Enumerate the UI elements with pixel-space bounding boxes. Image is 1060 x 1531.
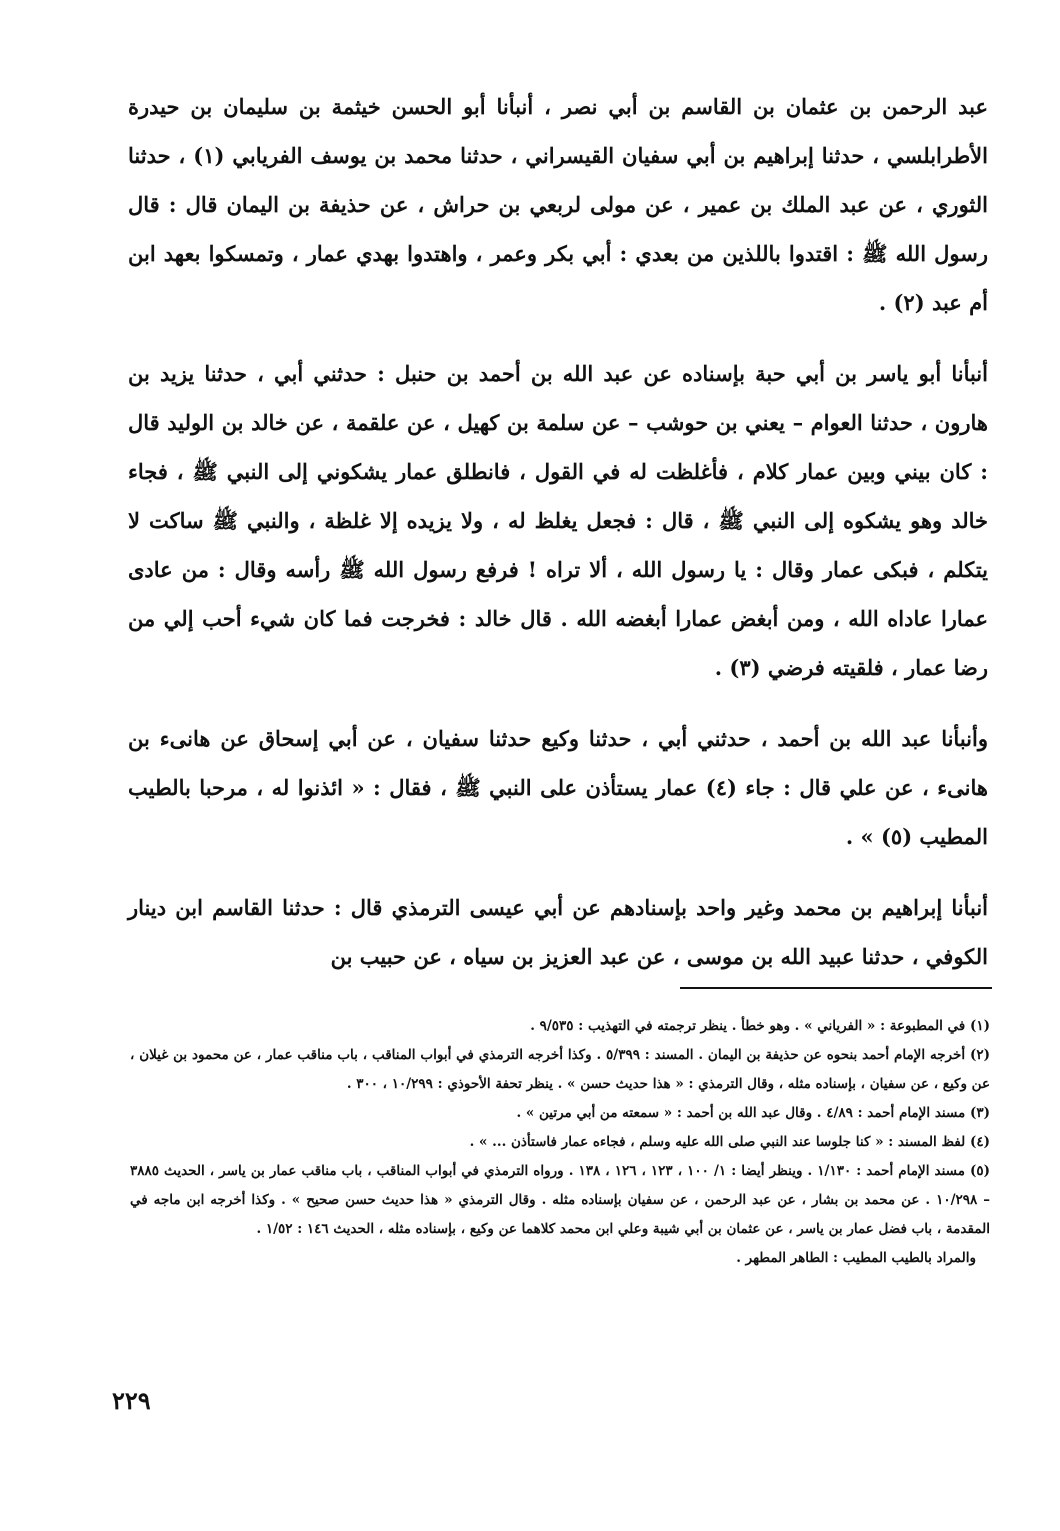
footnote-3: (٣) مسند الإمام أحمد : ٤/٨٩ . وقال عبد الله بن أحمد : « سمعته من أبي مرتين » . xyxy=(516,1105,990,1121)
body-paragraph-1: عبد الرحمن بن عثمان بن القاسم بن أبي نصر ، أنبأنا أبو الحسن خيثمة بن سليمان بن حيدرة الأطرابلسي ، حدثنا إبراهيم بن أبي سفيان القيسراني ، حدثنا محمد بن يوسف الفريابي (١) ، حدثنا الثوري ، عن عبد الملك بن عمير ، عن مولى لربعي بن حراش ، عن حذيفة بن اليمان قال : قال رسول الله ﷺ : اقتدوا باللذين من بعدي : أبي بكر وعمر ، واهتدوا بهدي عمار ، وتمسكوا بعهد ابن أم عبد (٢) . xyxy=(128,94,988,315)
footnote-1: (١) في المطبوعة : « الفرياني » . وهو خطأ . ينظر ترجمته في التهذيب : ٩/٥٣٥ . xyxy=(530,1018,990,1034)
footnote-5: (٥) مسند الإمام أحمد : ١/١٣٠ . وينظر أيضا : ١/ ١٠٠ ، ١٢٣ ، ١٢٦ ، ١٣٨ . ورواه الترمذي في أبواب المناقب ، باب مناقب عمار بن ياسر ، الحديث ٣٨٨٥ – ١٠/٢٩٨ . عن محمد بن بشار ، عن عبد الرحمن ، عن سفيان بإسناده مثله . وقال الترمذي « هذا حديث حسن صحيح » . وكذا أخرجه ابن ماجه في المقدمة ، باب فضل عمار بن ياسر ، عن عثمان بن أبي شيبة وعلي ابن محمد كلاهما عن وكيع ، بإسناده مثله ، الحديث ١٤٦ : ١/٥٢ . xyxy=(130,1163,991,1237)
footnotes xyxy=(130,1012,990,1273)
footnote-4: (٤) لفظ المسند : « كنا جلوسا عند النبي صلى الله عليه وسلم ، فجاءه عمار فاستأذن ... » . xyxy=(469,1134,990,1150)
body-paragraph-4: أنبأنا إبراهيم بن محمد وغير واحد بإسنادهم عن أبي عيسى الترمذي قال : حدثنا القاسم ابن دينار الكوفي ، حدثنا عبيد الله بن موسى ، عن عبد العزيز بن سياه ، عن حبيب بن xyxy=(128,895,988,969)
page-number: ٢٢٩ xyxy=(112,1386,151,1415)
body-paragraph-2: أنبأنا أبو ياسر بن أبي حبة بإسناده عن عبد الله بن أحمد بن حنبل : حدثني أبي ، حدثنا يزيد بن هارون ، حدثنا العوام – يعني بن حوشب – عن سلمة بن كهيل ، عن علقمة ، عن خالد بن الوليد قال : كان بيني وبين عمار كلام ، فأغلظت له في القول ، فانطلق عمار يشكوني إلى النبي ﷺ ، فجاء خالد وهو يشكوه إلى النبي ﷺ ، قال : فجعل يغلظ له ، ولا يزيده إلا غلظة ، والنبي ﷺ ساكت لا يتكلم ، فبكى عمار وقال : يا رسول الله ، ألا تراه ! فرفع رسول الله ﷺ رأسه وقال : من عادى عمارا عاداه الله ، ومن أبغض عمارا أبغضه الله . قال خالد : فخرجت فما كان شيء أحب إلي من رضا عمار ، فلقيته فرضي (٣) . xyxy=(128,361,988,680)
footnote-note: والمراد بالطيب المطيب : الطاهر المطهر . xyxy=(736,1250,976,1266)
footnote-2: (٢) أخرجه الإمام أحمد بنحوه عن حذيفة بن اليمان . المسند : ٥/٣٩٩ . وكذا أخرجه الترمذي في أبواب المناقب ، باب مناقب عمار ، عن محمود بن غيلان ، عن وكيع ، عن سفيان ، بإسناده مثله ، وقال الترمذي : « هذا حديث حسن » . ينظر تحفة الأحوذي : ١٠/٢٩٩ ، ٣٠٠ . xyxy=(130,1047,990,1092)
body-paragraph-3: وأنبأنا عبد الله بن أحمد ، حدثني أبي ، حدثنا وكيع حدثنا سفيان ، عن أبي إسحاق عن هانىء بن هانىء ، عن علي قال : جاء (٤) عمار يستأذن على النبي ﷺ ، فقال : « ائذنوا له ، مرحبا بالطيب المطيب (٥) » . xyxy=(128,726,988,849)
footnote-separator xyxy=(680,987,992,989)
